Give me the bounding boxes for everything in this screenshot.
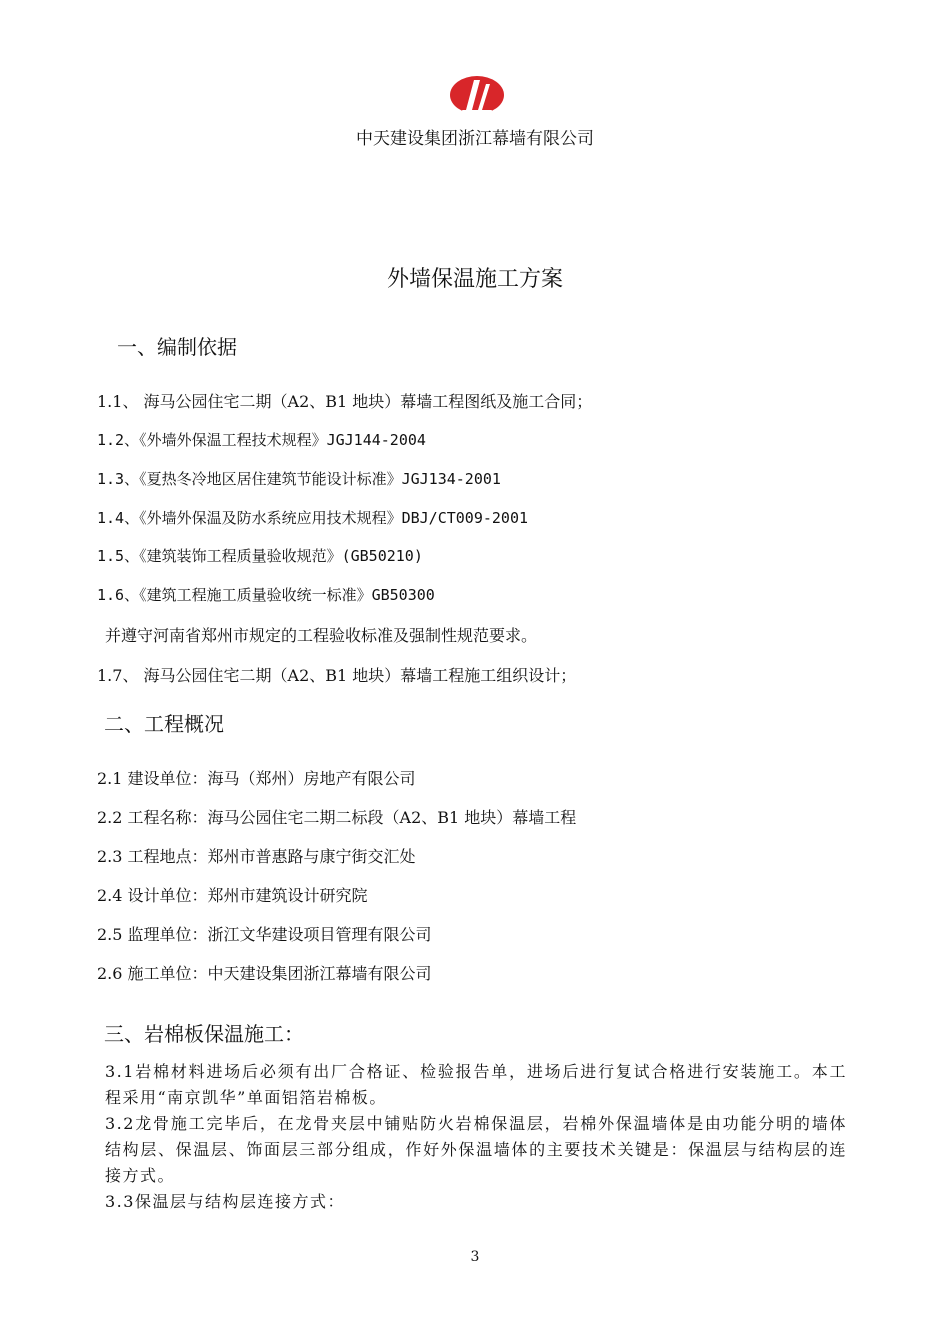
overview-item: 2.6 施工单位：中天建设集团浙江幕墙有限公司 (97, 964, 432, 983)
section-3-heading: 三、岩棉板保温施工： (104, 1022, 304, 1046)
overview-item: 2.5 监理单位：浙江文华建设项目管理有限公司 (97, 925, 432, 944)
basis-item: 1.4、《外墙外保温及防水系统应用技术规程》DBJ/CT009-2001 (97, 509, 529, 527)
basis-note: 并遵守河南省郑州市规定的工程验收标准及强制性规范要求。 (105, 626, 538, 645)
paragraph-3-1: 3.1岩棉材料进场后必须有出厂合格证、检验报告单，进场后进行复试合格进行安装施工。本工程采用“南京凯华”单面铝箔岩棉板。 (105, 1062, 847, 1107)
document-title: 外墙保温施工方案 (386, 267, 563, 292)
overview-item: 2.4 设计单位：郑州市建筑设计研究院 (97, 886, 368, 905)
overview-item: 2.2 工程名称：海马公园住宅二期二标段（A2、B1 地块）幕墙工程 (97, 808, 577, 827)
basis-item: 1.7、 海马公园住宅二期（A2、B1 地块）幕墙工程施工组织设计； (97, 666, 577, 685)
section-1-heading: 一、编制依据 (117, 335, 237, 359)
paragraph-3-3: 3.3保温层与结构层连接方式： (105, 1192, 345, 1211)
page-number: 3 (470, 1249, 480, 1265)
section-2-heading: 二、工程概况 (104, 712, 224, 736)
basis-item: 1.1、 海马公园住宅二期（A2、B1 地块）幕墙工程图纸及施工合同； (97, 392, 593, 411)
basis-item: 1.2、《外墙外保温工程技术规程》JGJ144-2004 (97, 431, 426, 449)
basis-item: 1.5、《建筑装饰工程质量验收规范》(GB50210) (97, 547, 423, 565)
basis-item: 1.6、《建筑工程施工质量验收统一标准》GB50300 (97, 586, 435, 604)
paragraph-3-2: 3.2龙骨施工完毕后，在龙骨夹层中铺贴防火岩棉保温层，岩棉外保温墙体是由功能分明的墙体结构层、保温层、饰面层三部分组成，作好外保温墙体的主要技术关键是：保温层与结构层的连接方式。 (105, 1114, 847, 1185)
company-name: 中天建设集团浙江幕墙有限公司 (356, 129, 594, 149)
company-logo (448, 74, 506, 116)
basis-item: 1.3、《夏热冬冷地区居住建筑节能设计标准》JGJ134-2001 (97, 470, 501, 488)
overview-item: 2.1 建设单位：海马（郑州）房地产有限公司 (97, 769, 416, 788)
overview-item: 2.3 工程地点：郑州市普惠路与康宁街交汇处 (97, 847, 416, 866)
